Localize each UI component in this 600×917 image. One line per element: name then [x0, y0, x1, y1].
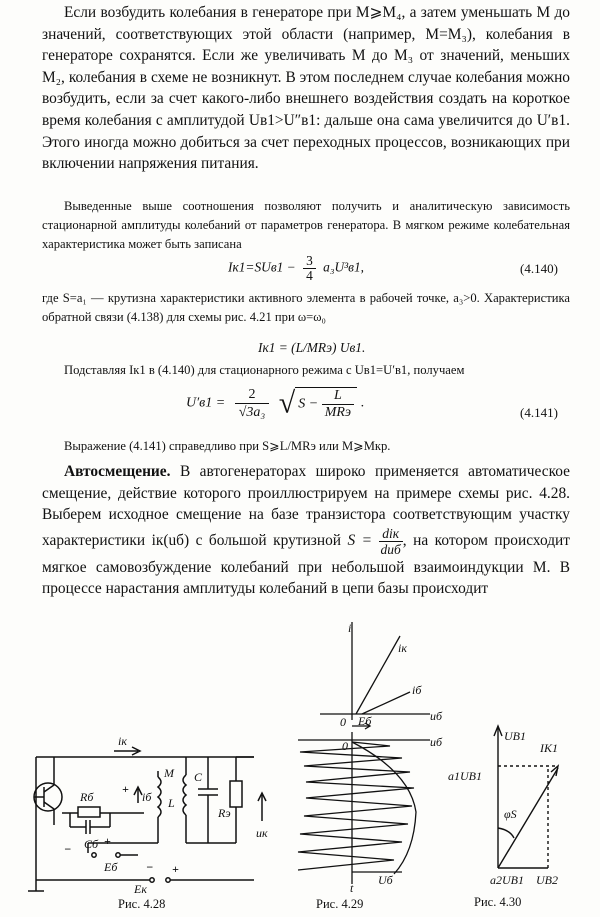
formula-4-140 — [228, 254, 364, 283]
figure-4-28-circuit — [18, 715, 278, 895]
autobias-text-b: , на котором происходит мягкое самовозбуждение колебаний при небольшой взаимоиндукции M. В процессе нарастания амплитуды колебаний в цепи базы происходит — [42, 531, 570, 598]
radicand-s: S − — [298, 396, 319, 412]
label-c: C — [194, 770, 203, 784]
label-a1ub1: a1UB1 — [448, 769, 482, 783]
label-rb: Rб — [80, 790, 94, 804]
caption-fig-4-29: Рис. 4.29 — [316, 897, 364, 911]
formula-4-140-fraction — [303, 254, 316, 283]
label-ik1: IK1 — [540, 741, 558, 755]
label-eb: Eб — [104, 860, 118, 874]
label-phi-s: φS — [504, 807, 517, 821]
caption-fig-4-28: Рис. 4.28 — [118, 897, 166, 911]
label-m: M — [164, 766, 174, 780]
figure-4-30-vector-diagram — [448, 718, 568, 888]
label-plus-2: + — [104, 834, 111, 848]
slope-lhs: S = — [347, 531, 373, 549]
formula-4-140-lhs: Iк1=SUв1 − — [228, 259, 296, 275]
label-ik: iк — [118, 734, 127, 748]
label-plus-1: + — [122, 782, 129, 796]
label-a2ub1: a2UB1 — [490, 873, 524, 887]
label-ik: iк — [398, 641, 407, 655]
label-ib: iб — [412, 683, 422, 697]
label-ib: iб — [142, 790, 152, 804]
radical-sign: √ — [278, 386, 296, 420]
caption-fig-4-30: Рис. 4.30 — [474, 895, 522, 909]
label-uk: uк — [256, 826, 268, 840]
slope-fraction — [379, 526, 403, 557]
paragraph-validity: Выражение (4.141) справедливо при S⩾L/MRэ или M⩾Mкр. — [64, 439, 391, 453]
fraction-numerator: 3 — [303, 254, 316, 269]
formula-4-140-rhs: a₃U³в1, — [323, 259, 365, 275]
section-heading: Автосмещение. — [64, 463, 171, 480]
label-ek: Eк — [134, 882, 147, 896]
formula-4-141-fraction — [235, 386, 270, 421]
label-origin-1: 0 — [340, 715, 346, 729]
paragraph-derived-relations: Выведенные выше соотношения позволяют получить и аналитическую зависимость стационарной амплитуды колебаний от параметров генератора. В мягком режиме колебательная характеристика может быть записана — [42, 199, 570, 252]
formula-end: . — [360, 395, 365, 411]
fraction-denominator: duб — [380, 541, 401, 557]
label-minus-1: − — [64, 842, 72, 856]
label-ub2: UB2 — [536, 873, 558, 887]
label-plus-3: + — [172, 862, 179, 876]
fraction-numerator: L — [322, 388, 354, 405]
fraction-denominator: √3a₃ — [238, 405, 266, 420]
label-re: Rэ — [218, 806, 231, 820]
label-l: L — [168, 796, 175, 810]
formula-4-141-radicand — [295, 387, 357, 421]
label-ub-amplitude: Uб — [378, 873, 393, 887]
fraction-denominator: MRэ — [324, 404, 352, 420]
formula-feedback — [258, 340, 365, 356]
paragraph-autobias — [42, 461, 570, 600]
formula-feedback-text: Iк1 = (L/MRэ) Uв1. — [258, 340, 366, 355]
label-minus-2: − — [146, 860, 154, 874]
label-ub-upper: uб — [430, 709, 443, 723]
label-t: t — [350, 881, 354, 895]
fraction-numerator: 2 — [235, 386, 270, 404]
paragraph-oscillation-regions: Если возбудить колебания в генераторе при M⩾M₄, а затем уменьшать M до значений, соответствующих этой области (например, M=M₃), колебания в генераторе сохранятся. Если же увеличивать M до M₃ от значений, меньших M₂, колебания в схеме не возникнут. В этом последнем случае колебания можно возбудить, если за счет какого-либо внешнего воздействия создать на короткое время колебания с амплитудой Uв1>U″в1: дальше она сама увеличится до U′в1. Этого иногда можно добиться за счет переходных процессов, возникающих при включении напряжения питания. — [42, 4, 570, 173]
paragraph-slope-definition: где S=a₁ — крутизна характеристики активного элемента в рабочей точке, a₃>0. Характеристика обратной связи (4.138) для схемы рис. 4.21 при ω=ω₀ — [42, 291, 570, 325]
label-ub1: UB1 — [504, 729, 526, 743]
label-eb: Eб — [358, 714, 372, 728]
label-ub-lower: uб — [430, 735, 443, 749]
label-cb: Cб — [84, 837, 99, 851]
fraction-denominator: 4 — [306, 268, 313, 283]
autobias-text-a: В автогенераторах широко применяется автоматическое смещение, действие которого проиллюстрируем на примере схемы рис. 4.28. Выберем исходное смещение на базе транзистора соответствующим участку характеристики iк(uб) с большой крутизной — [42, 463, 570, 549]
formula-4-141 — [186, 386, 364, 421]
equation-number-4-140: (4.140) — [520, 261, 558, 276]
formula-4-141-lhs: U′в1 = — [186, 395, 226, 411]
figure-4-29-waveform — [290, 621, 450, 895]
equation-number-4-141: (4.141) — [520, 405, 558, 420]
label-origin-2: 0 — [342, 739, 348, 753]
fraction-numerator: diк — [379, 526, 403, 542]
label-i: i — [348, 621, 352, 635]
radicand-fraction — [322, 388, 354, 421]
paragraph-substitution: Подставляя Iк1 в (4.140) для стационарного режима с Uв1=U′в1, получаем — [64, 363, 465, 377]
